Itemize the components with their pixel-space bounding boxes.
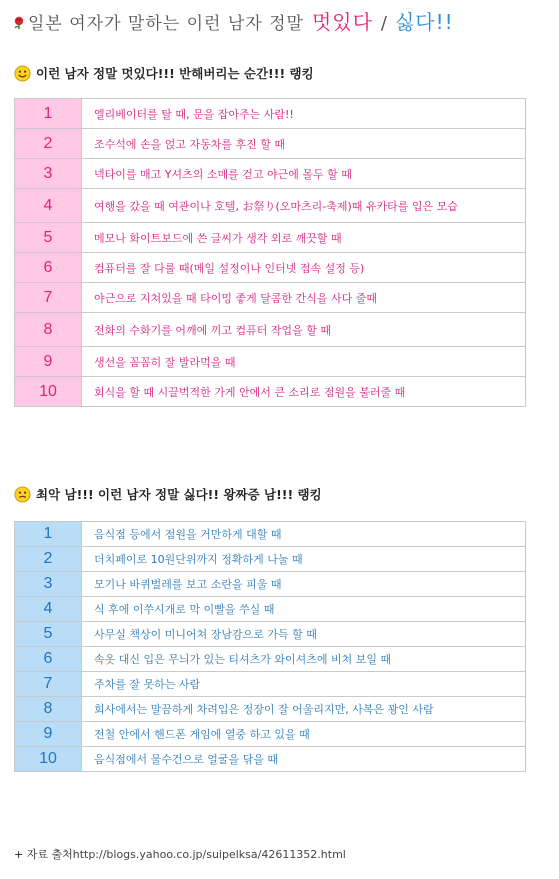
rank-text: 모기나 바퀴벌레를 보고 소란을 피울 때 — [82, 572, 526, 597]
rank-number: 9 — [15, 347, 82, 377]
rank-number: 8 — [15, 313, 82, 347]
rank-number: 3 — [15, 572, 82, 597]
section1-title — [14, 63, 314, 83]
rank-number: 6 — [15, 647, 82, 672]
rank-text: 식 후에 이쑤시개로 막 이빨을 쑤실 때 — [82, 597, 526, 622]
rank-text: 엘리베이터를 탈 때, 문을 잡아주는 사람!! — [82, 99, 526, 129]
rank-number: 10 — [15, 377, 82, 407]
section2-title — [14, 484, 322, 504]
table-row — [15, 159, 526, 189]
rank-text: 더치페이로 10원단위까지 정확하게 나눌 때 — [82, 547, 526, 572]
page-title — [12, 6, 454, 32]
table-row — [15, 522, 526, 547]
table-row — [15, 647, 526, 672]
section1-title-text: 이런 남자 정말 멋있다!!! 반해버리는 순간!!! 랭킹 — [36, 66, 314, 81]
table-row — [15, 189, 526, 223]
table-row — [15, 572, 526, 597]
rank-number: 5 — [15, 223, 82, 253]
rank-number: 3 — [15, 159, 82, 189]
like-ranking-table — [14, 98, 526, 407]
table-row — [15, 747, 526, 772]
table-row — [15, 672, 526, 697]
rank-number: 9 — [15, 722, 82, 747]
rank-number: 10 — [15, 747, 82, 772]
table-row — [15, 129, 526, 159]
rose-icon — [12, 16, 26, 30]
table-row — [15, 377, 526, 407]
table-row — [15, 722, 526, 747]
table-row — [15, 597, 526, 622]
rank-text: 속옷 대신 입은 무늬가 있는 티셔츠가 와이셔츠에 비쳐 보일 때 — [82, 647, 526, 672]
rank-number: 2 — [15, 129, 82, 159]
rank-number: 4 — [15, 597, 82, 622]
section2-title-text: 최악 남!!! 이런 남자 정말 싫다!! 왕짜증 남!!! 랭킹 — [36, 487, 322, 502]
rank-text: 음식점 등에서 점원을 거만하게 대할 때 — [82, 522, 526, 547]
rank-text: 주차를 잘 못하는 사람 — [82, 672, 526, 697]
table-row — [15, 547, 526, 572]
table-row — [15, 223, 526, 253]
rank-number: 6 — [15, 253, 82, 283]
rank-text: 사무실 책상이 미니어쳐 장남감으로 가득 할 때 — [82, 622, 526, 647]
rank-text: 야근으로 지쳐있을 때 타이밍 좋게 달콤한 간식을 사다 줄때 — [82, 283, 526, 313]
rank-number: 8 — [15, 697, 82, 722]
table-row — [15, 283, 526, 313]
table-row — [15, 697, 526, 722]
rank-text: 조수석에 손을 얹고 자동차를 후진 할 때 — [82, 129, 526, 159]
rank-text: 음식점에서 물수건으로 얼굴을 닦을 때 — [82, 747, 526, 772]
table-row — [15, 253, 526, 283]
title-main: 일본 여자가 말하는 이런 남자 정말 — [28, 14, 304, 34]
rank-text: 전철 안에서 핸드폰 게임에 열중 하고 있을 때 — [82, 722, 526, 747]
source-url-link[interactable]: http://blogs.yahoo.co.jp/suipelksa/42611352.html — [72, 848, 346, 861]
table-row — [15, 313, 526, 347]
table-row — [15, 347, 526, 377]
rank-number: 2 — [15, 547, 82, 572]
dislike-ranking-table — [14, 521, 526, 772]
table-row — [15, 99, 526, 129]
table-row — [15, 622, 526, 647]
rank-text: 넥타이를 매고 Y셔츠의 소매를 걷고 야근에 몰두 할 때 — [82, 159, 526, 189]
rank-text: 회식을 할 때 시끌벅적한 가게 안에서 큰 소리로 점원을 불러줄 때 — [82, 377, 526, 407]
rank-number: 1 — [15, 522, 82, 547]
rank-number: 7 — [15, 283, 82, 313]
smiley-icon — [14, 65, 31, 82]
rank-text: 메모나 화이트보드에 쓴 글씨가 생각 외로 깨끗할 때 — [82, 223, 526, 253]
rank-number: 5 — [15, 622, 82, 647]
title-like: 멋있다 — [311, 10, 373, 34]
title-separator: / — [380, 13, 387, 34]
rank-text: 전화의 수화기를 어깨에 끼고 컴퓨터 작업을 할 때 — [82, 313, 526, 347]
smiley-icon — [14, 486, 31, 503]
rank-text: 생선을 꼼꼼히 잘 발라먹을 때 — [82, 347, 526, 377]
rank-text: 여행을 갔을 때 여관이나 호텔, お祭り(오마츠리-축제)때 유카타를 입은 모습 — [82, 189, 526, 223]
source-line — [14, 846, 346, 862]
source-label: + 자료 출처 — [14, 848, 73, 861]
rank-number: 7 — [15, 672, 82, 697]
title-dislike: 싫다!! — [394, 10, 454, 34]
rank-text: 회사에서는 말끔하게 차려입은 정장이 잘 어울리지만, 사복은 꽝인 사람 — [82, 697, 526, 722]
rank-text: 컴퓨터를 잘 다룰 때(메일 설정이나 인터넷 접속 설정 등) — [82, 253, 526, 283]
rank-number: 1 — [15, 99, 82, 129]
rank-number: 4 — [15, 189, 82, 223]
